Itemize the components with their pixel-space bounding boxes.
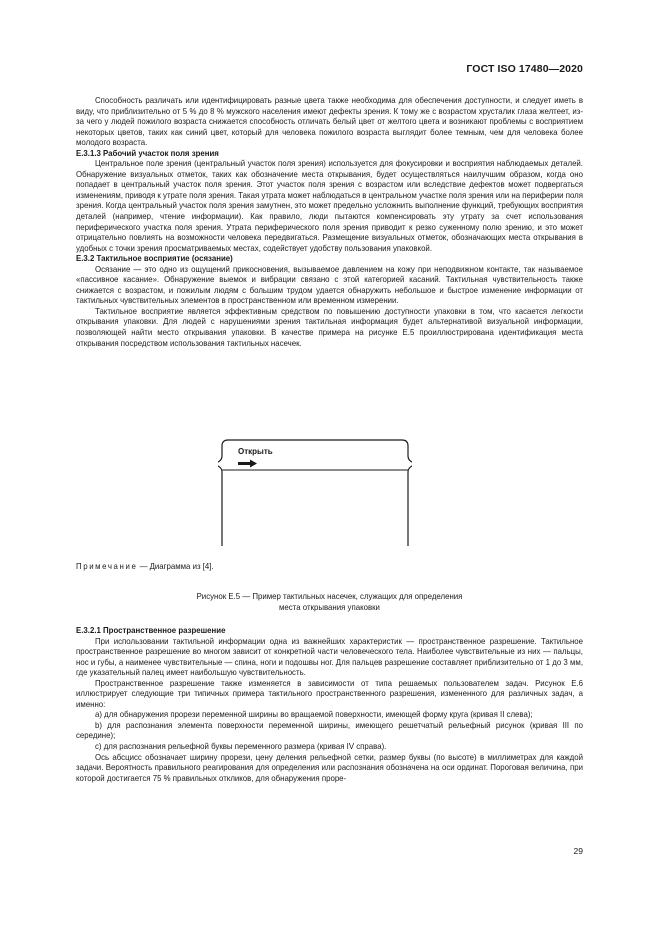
- paragraph: Ось абсцисс обозначает ширину прорези, цену деления рельефной сетки, размер буквы (по высоте) в миллиметрах для каждой задачи. Вероятность правильного реагирования для определения или распознания обозначена на оси ординат. Пороговая величина, при которой достигается 75 % правильных откликов, для обнаружения проре-: [76, 752, 583, 783]
- list-item: c) для распознания рельефной буквы переменного размера (кривая IV справа).: [95, 742, 387, 752]
- caption-line: Рисунок Е.5 — Пример тактильных насечек, служащих для определения: [196, 592, 463, 601]
- heading-e32: Е.3.2 Тактильное восприятие (осязание): [76, 254, 233, 264]
- paragraph: Центральное поле зрения (центральный участок поля зрения) используется для фокусировки и восприятия наблюдаемых деталей. Обнаружение визуальных отметок, таких как обозначение места открывания, будет осуществляться наилучшим образом, когда оно попадает в центральный участок поля зрения. Этот участок поля зрения с возрастом или вследствие дефектов может подвергаться изменениям, приводя к утрате поля зрения. Такая утрата может наблюдаться в центральном участке поля зрения или на периферии поля зрения. Когда центральный участок поля зрения замутнен, это может предельно усложнить выполнение функций, требующих восприятия деталей (например, чтение информации). Как правило, люди пытаются компенсировать эту утрату за счет использования периферического участка поля зрения. Утрата периферического поля зрения приводит к резко суженному полю зрению, и это может отрицательно повлиять на возможности человека передвигаться. Размещение визуальных отметок, обозначающих места открывания в удобных с точки зрения просматриваемых местах, содействует удобству пользования упаковкой.: [76, 159, 583, 253]
- paragraph: При использовании тактильной информации одна из важнейших характеристик — пространственное разрешение. Тактильное пространственное разрешение во многом зависит от конкретной части человеческого тела. Наиболее чувствительные из них — пальцы, нос и губы, а наименее чувствительные — спина, ноги и подошвы ног. Для пальцев разрешение составляет приблизительно от 1 до 3 мм, где указательный палец имеет наибольшую чувствительность.: [76, 636, 583, 678]
- note-text: — Диаграмма из [4].: [137, 562, 214, 571]
- tactile-notch-figure: [218, 438, 412, 546]
- note-prefix: Примечание: [76, 562, 138, 571]
- paragraph: Способность различать или идентифицировать разные цвета также необходима для обеспечения доступности, и следует иметь в виду, что приблизительно от 5 % до 8 % мужского населения имеют дефекты зрения. К тому же с возрастом хрусталик глаза желтеет, из-за чего у людей пожилого возраста снижается способность отличать белый цвет от желтого цвета и возникают проблемы с восприятием некоторых цветов, таких как синий цвет, который для человека пожилого возраста выглядит более темным, чем для человека более молодого возраста.: [76, 96, 583, 148]
- figure-note: [76, 562, 214, 573]
- figure-caption: [76, 591, 583, 613]
- section-spatial-resolution: [76, 626, 583, 784]
- paragraph: Пространственное разрешение также изменяется в зависимости от типа решаемых пользователем задач. Рисунок Е.6 иллюстрирует следующие три типичных примера тактильного пространственного разрешения, измененного для различных задач, а именно:: [76, 678, 583, 709]
- list-item: b) для распознания элемента поверхности переменной ширины, имеющего решетчатый рельефный рисунок (кривая III по середине);: [76, 720, 583, 741]
- heading-e313: Е.3.1.3 Рабочий участок поля зрения: [76, 148, 219, 158]
- section-color-vision: [76, 96, 583, 349]
- paragraph: Тактильное восприятие является эффективным средством по повышению доступности упаковки в том, что касается легкости открывания упаковки. Для людей с нарушениями зрения тактильная информация будет альтернативой визуальной информации, позволяющей найти место открывания упаковки. В качестве примера на рисунке Е.5 проиллюстрирована идентификация места открывания посредством использования тактильных насечек.: [76, 306, 583, 348]
- open-label: Открыть: [238, 447, 273, 456]
- list-item: a) для обнаружения прорези переменной ширины во вращаемой поверхности, имеющей форму круга (кривая II слева);: [95, 710, 533, 720]
- paragraph: Осязание — это одно из ощущений прикосновения, вызываемое давлением на кожу при неподвижном контакте, так называемое «пассивное касание». Обнаружение выемок и вибрации связано с этой категорией касаний. Тактильная чувствительность также снижается с возрастом, и пожилым людям с большим трудом удается обнаружить небольшое и быстрое изменение информации от тактильных чувствительных элементов в пространственном или временном измерении.: [76, 264, 583, 306]
- arrow-right-icon: [238, 460, 257, 468]
- heading-e321: Е.3.2.1 Пространственное разрешение: [76, 626, 226, 635]
- caption-line: места открывания упаковки: [279, 603, 380, 612]
- page-number: 29: [573, 846, 583, 856]
- document-id-header: ГОСТ ISO 17480—2020: [466, 63, 583, 75]
